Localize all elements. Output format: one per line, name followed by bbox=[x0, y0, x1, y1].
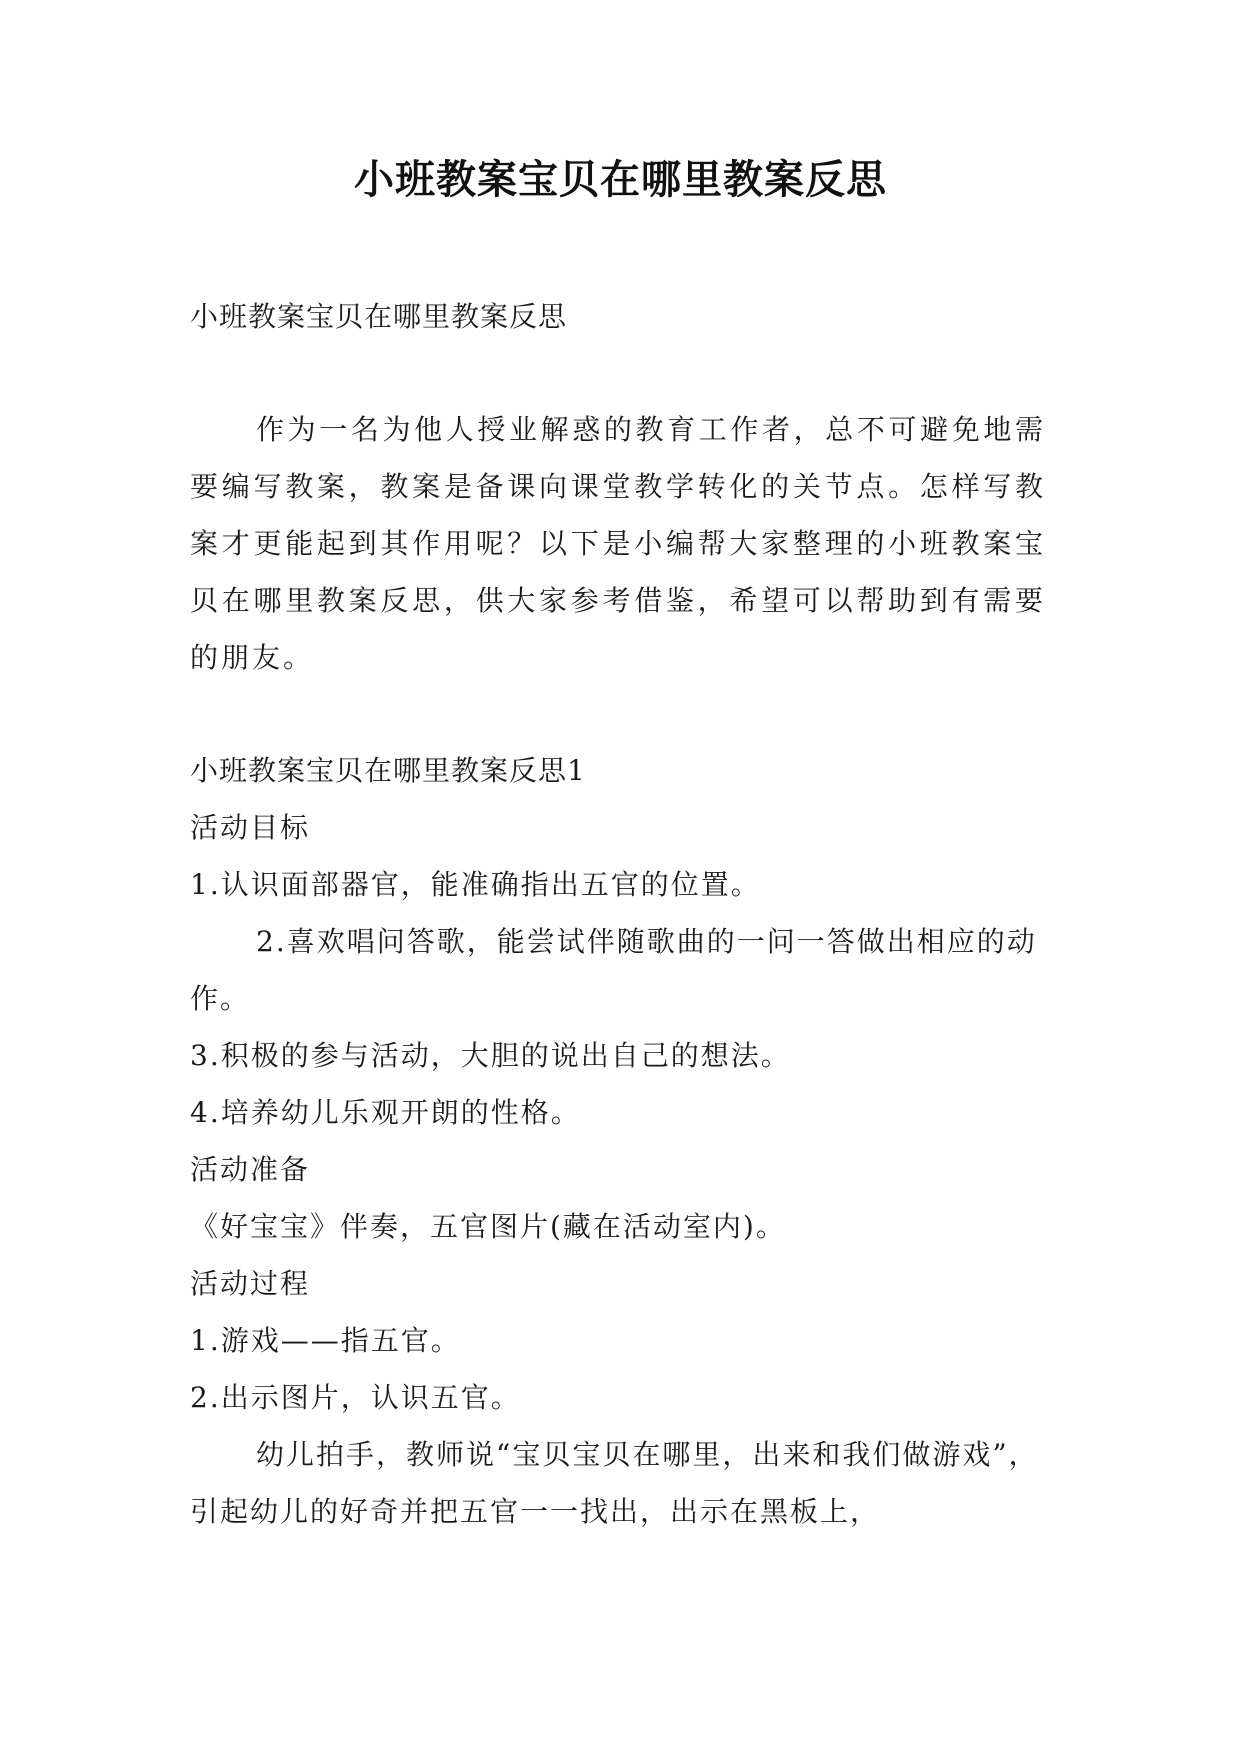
process-heading: 活动过程 bbox=[190, 1267, 311, 1300]
document-body bbox=[190, 288, 1046, 1540]
process-item-1: 1.游戏——指五官。 bbox=[190, 1324, 461, 1357]
document-subtitle: 小班教案宝贝在哪里教案反思 bbox=[190, 300, 568, 333]
goals-heading: 活动目标 bbox=[190, 811, 311, 844]
process-item-2: 2.出示图片，认识五官。 bbox=[190, 1381, 521, 1414]
section-title: 小班教案宝贝在哪里教案反思1 bbox=[190, 754, 586, 787]
process-paragraph: 幼儿拍手，教师说“宝贝宝贝在哪里，出来和我们做游戏”，引起幼儿的好奇并把五官一一找出，出示在黑板上， bbox=[190, 1438, 1039, 1528]
intro-paragraph: 作为一名为他人授业解惑的教育工作者，总不可避免地需要编写教案，教案是备课向课堂教学转化的关节点。怎样写教案才更能起到其作用呢？以下是小编帮大家整理的小班教案宝贝在哪里教案反思，供大家参考借鉴，希望可以帮助到有需要的朋友。 bbox=[190, 413, 1046, 674]
prep-text: 《好宝宝》伴奏，五官图片(藏在活动室内)。 bbox=[190, 1210, 786, 1243]
spacer bbox=[190, 686, 1046, 742]
document-title: 小班教案宝贝在哪里教案反思 bbox=[354, 157, 887, 203]
goal-item-4: 4.培养幼儿乐观开朗的性格。 bbox=[190, 1096, 581, 1129]
goal-item-1: 1.认识面部器官，能准确指出五官的位置。 bbox=[190, 868, 761, 901]
goal-item-3: 3.积极的参与活动，大胆的说出自己的想法。 bbox=[190, 1039, 791, 1072]
goal-item-2: 2.喜欢唱问答歌，能尝试伴随歌曲的一问一答做出相应的动作。 bbox=[190, 925, 1037, 1015]
spacer bbox=[190, 345, 1046, 401]
prep-heading: 活动准备 bbox=[190, 1153, 311, 1186]
